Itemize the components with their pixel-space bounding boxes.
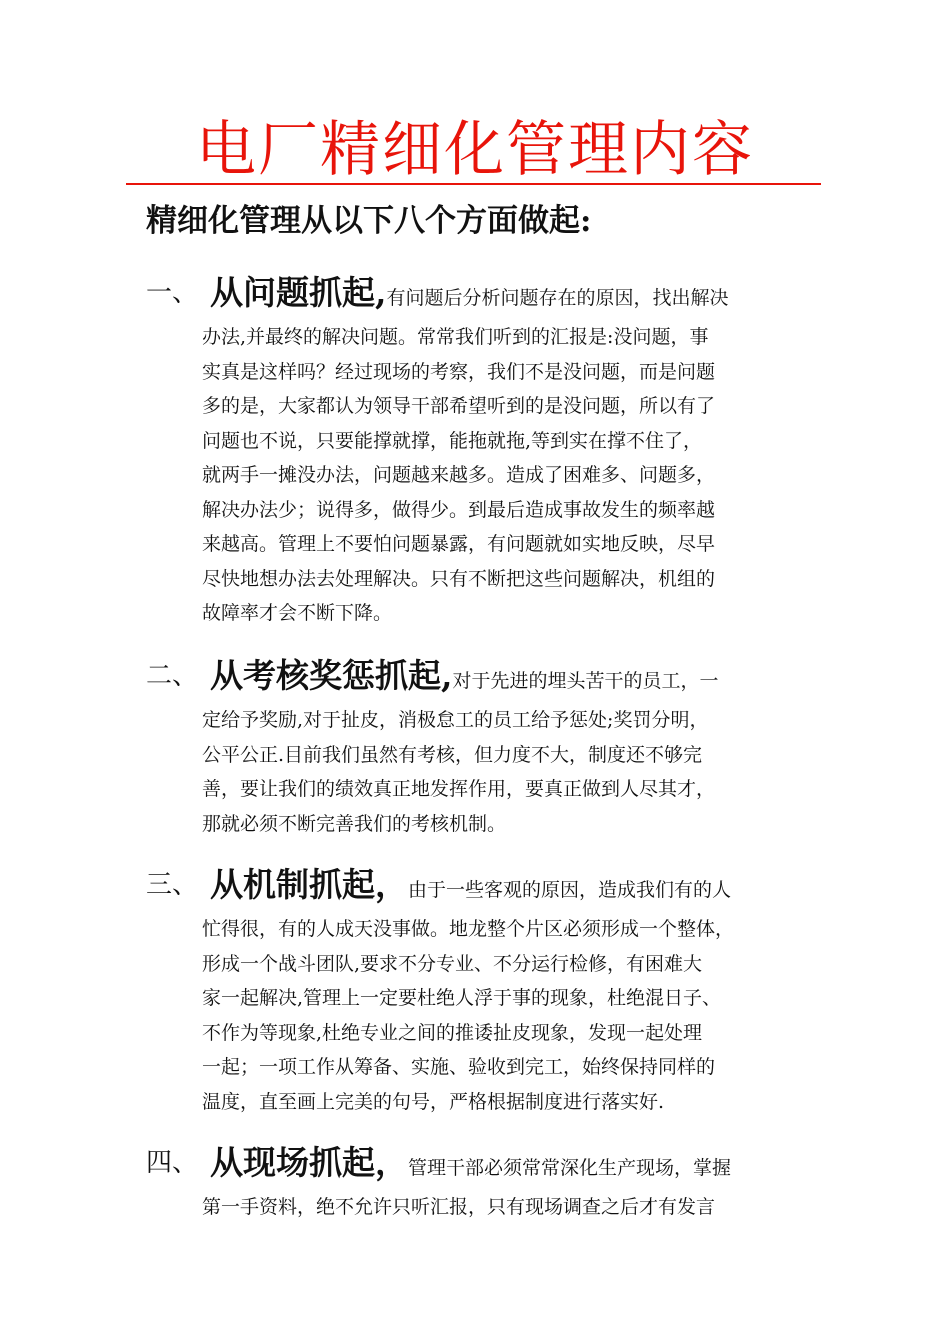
section-lead-text: 管理干部必须常常深化生产现场，掌握 (408, 1157, 732, 1179)
paragraph-line: 尽快地想办法去处理解决。只有不断把这些问题解决，机组的 (202, 567, 716, 590)
section-heading: 从考核奖惩抓起, (210, 656, 453, 695)
section-body (202, 912, 822, 1119)
section-number: 三、 (146, 870, 199, 900)
section-body (202, 1190, 822, 1225)
section-lead-text: 对于先进的埋头苦干的员工，一 (452, 670, 719, 692)
document-title: 电厂精细化管理内容 (196, 115, 754, 185)
paragraph-line: 一起；一项工作从筹备、实施、验收到完工，始终保持同样的 (202, 1056, 716, 1078)
section-heading: 从问题抓起, (210, 273, 387, 312)
section-heading: 从现场抓起， (210, 1143, 408, 1182)
paragraph-line: 形成一个战斗团队,要求不分专业、不分运行检修，有困难大 (202, 952, 703, 975)
paragraph-line: 公平公正.目前我们虽然有考核，但力度不大，制度还不够完 (202, 743, 703, 766)
paragraph-line: 温度，直至画上完美的句号，严格根据制度进行落实好. (202, 1090, 665, 1113)
paragraph-line: 忙得很，有的人成天没事做。地龙整个片区必须形成一个整体， (202, 918, 735, 940)
paragraph-line: 善，要让我们的绩效真正地发挥作用，要真正做到人尽其才， (202, 778, 716, 800)
paragraph-line: 问题也不说，只要能撑就撑，能拖就拖,等到实在撑不住了， (202, 429, 703, 452)
document-subtitle: 精细化管理从以下八个方面做起: (146, 203, 592, 239)
paragraph-line: 办法,并最终的解决问题。常常我们听到的汇报是:没问题，事 (202, 326, 709, 348)
paragraph-line: 故障率才会不断下降。 (202, 602, 393, 624)
paragraph-line: 解决办法少；说得多，做得少。到最后造成事故发生的频率越 (202, 498, 716, 521)
section-number: 一、 (146, 278, 199, 308)
section-body (202, 703, 822, 841)
section-lead-text: 有问题后分析问题存在的原因，找出解决 (386, 287, 729, 309)
section-heading: 从机制抓起， (210, 865, 408, 904)
paragraph-line: 来越高。管理上不要怕问题暴露，有问题就如实地反映，尽早 (202, 533, 716, 555)
paragraph-line: 家一起解决,管理上一定要杜绝人浮于事的现象，杜绝混日子、 (202, 987, 722, 1009)
paragraph-line: 那就必须不断完善我们的考核机制。 (202, 812, 507, 835)
section-lead-text: 由于一些客观的原因，造成我们有的人 (408, 879, 732, 901)
paragraph-line: 就两手一摊没办法，问题越来越多。造成了困难多、问题多， (202, 464, 716, 486)
section-number: 二、 (146, 661, 199, 691)
paragraph-line: 第一手资料，绝不允许只听汇报，只有现场调查之后才有发言 (202, 1196, 716, 1218)
paragraph-line: 多的是，大家都认为领导干部希望听到的是没问题，所以有了 (202, 395, 716, 417)
title-underline (126, 183, 821, 185)
paragraph-line: 不作为等现象,杜绝专业之间的推诿扯皮现象，发现一起处理 (202, 1021, 703, 1044)
section-number: 四、 (146, 1148, 199, 1178)
section-body (202, 320, 822, 631)
paragraph-line: 实真是这样吗？经过现场的考察，我们不是没问题，而是问题 (202, 360, 716, 383)
paragraph-line: 定给予奖励,对于扯皮，消极怠工的员工给予惩处;奖罚分明， (202, 709, 709, 731)
